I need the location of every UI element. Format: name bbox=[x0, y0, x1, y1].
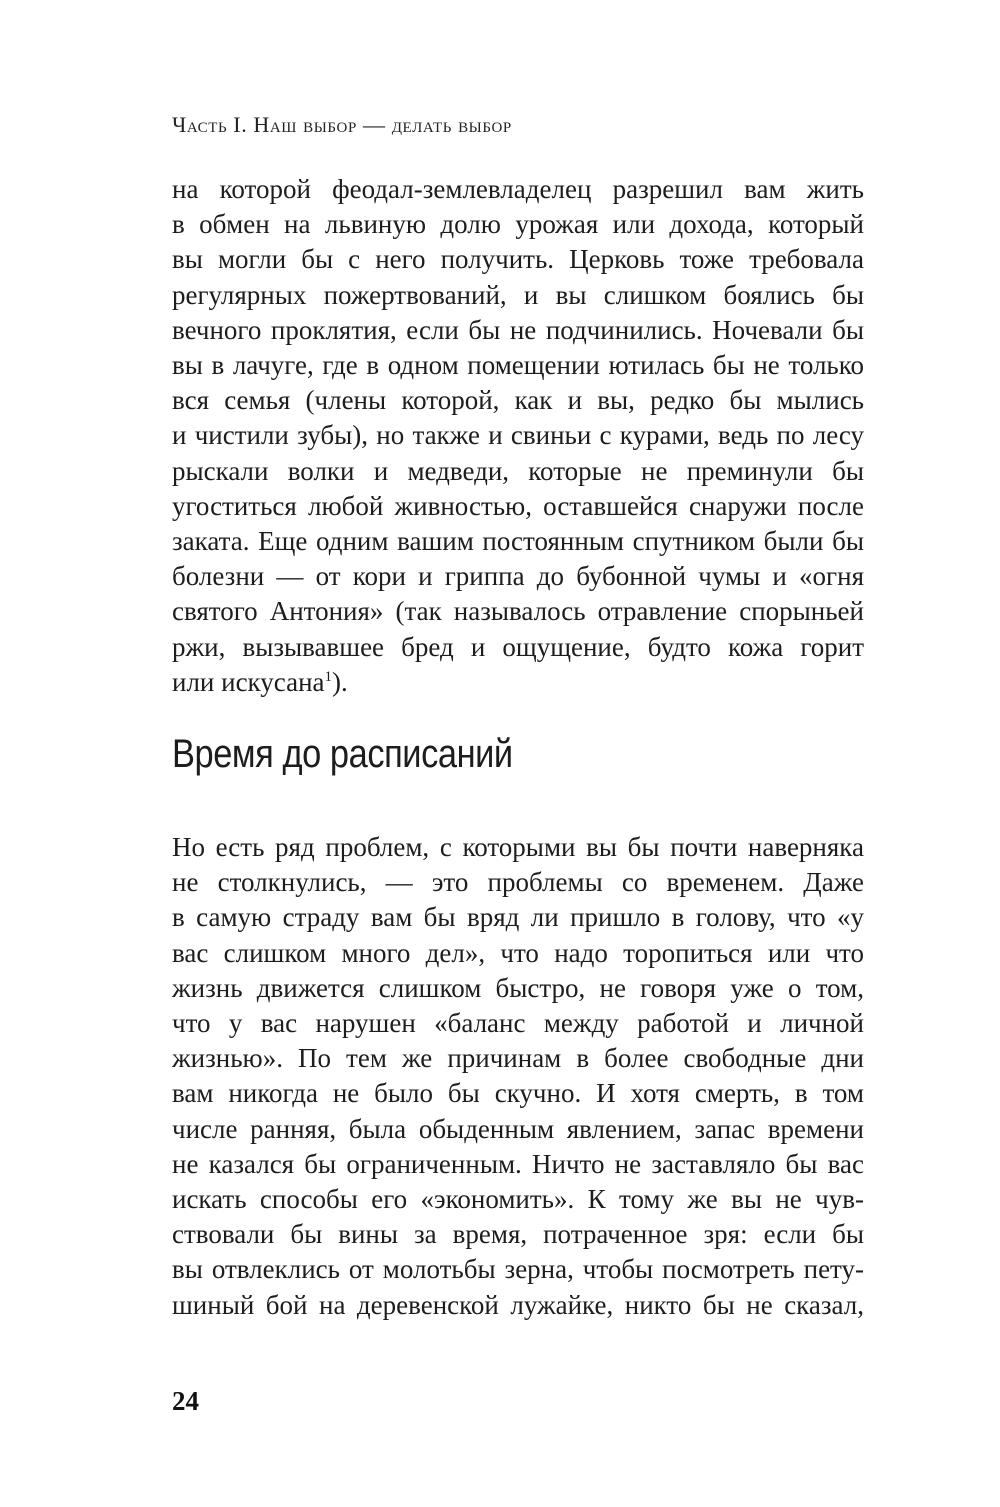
text-line: что у вас нарушен «баланс между работой и личной bbox=[172, 1008, 864, 1039]
text-line: вас слишком много дел», что надо торопиться или что bbox=[172, 937, 864, 968]
footnote-marker[interactable]: 1 bbox=[324, 668, 333, 685]
text-fragment: ). bbox=[332, 666, 348, 697]
body-paragraph-2 bbox=[172, 830, 864, 1323]
text-line: жизнью». По тем же причинам в более свободные дни bbox=[172, 1043, 864, 1074]
text-line: числе ранняя, была обыденным явлением, запас времени bbox=[172, 1113, 864, 1144]
section-heading: Время до расписаний bbox=[172, 732, 513, 776]
text-line: искать способы его «экономить». К тому же вы не чув- bbox=[172, 1184, 864, 1215]
text-line: угоститься любой живностью, оставшейся снаружи после bbox=[172, 490, 864, 521]
text-line: вы отвлеклись от молотьбы зерна, чтобы посмотреть пету- bbox=[172, 1254, 864, 1285]
text-line: вам никогда не было бы скучно. И хотя смерть, в том bbox=[172, 1078, 864, 1109]
text-line: ржи, вызывавшее бред и ощущение, будто кожа горит bbox=[172, 631, 864, 662]
text-line: не казался бы ограниченным. Ничто не заставляло бы вас bbox=[172, 1148, 864, 1179]
text-line: в обмен на львиную долю урожая или дохода, который bbox=[172, 209, 864, 240]
body-paragraph-1 bbox=[172, 172, 864, 700]
text-line: заката. Еще одним вашим постоянным спутником были бы bbox=[172, 526, 864, 557]
running-head: Часть I. Наш выбор — делать выбор bbox=[172, 112, 512, 137]
text-line: вы в лачуге, где в одном помещении ютилась бы не только bbox=[172, 350, 864, 381]
text-line: Но есть ряд проблем, с которыми вы бы почти наверняка bbox=[172, 832, 864, 862]
text-fragment: или искусана bbox=[172, 666, 325, 697]
text-line: жизнь движется слишком быстро, не говоря уже о том, bbox=[172, 972, 864, 1003]
text-line: шиный бой на деревенской лужайке, никто бы не сказал, bbox=[172, 1289, 864, 1320]
text-line: вечного проклятия, если бы не подчинились. Ночевали бы bbox=[172, 314, 864, 345]
text-line: ствовали бы вины за время, потраченное зря: если бы bbox=[172, 1219, 864, 1250]
text-line: вся семья (члены которой, как и вы, редко бы мылись bbox=[172, 385, 864, 416]
text-line: болезни — от кори и гриппа до бубонной чумы и «огня bbox=[172, 561, 864, 592]
text-line: святого Антония» (так называлось отравление спорыньей bbox=[172, 596, 864, 627]
text-line: в самую страду вам бы вряд ли пришло в голову, что «у bbox=[172, 902, 864, 933]
text-line: не столкнулись, — это проблемы со временем. Даже bbox=[172, 867, 864, 898]
text-line: регулярных пожертвований, и вы слишком боялись бы bbox=[172, 279, 864, 310]
text-line: вы могли бы с него получить. Церковь тоже требовала bbox=[172, 244, 864, 275]
text-line: на которой феодал-землевладелец разрешил вам жить bbox=[172, 174, 864, 204]
text-line: и чистили зубы), но также и свиньи с курами, ведь по лесу bbox=[172, 420, 864, 451]
text-line: рыскали волки и медведи, которые не преминули бы bbox=[172, 455, 864, 486]
text-line-last bbox=[172, 665, 864, 700]
page-number: 24 bbox=[172, 1386, 199, 1416]
